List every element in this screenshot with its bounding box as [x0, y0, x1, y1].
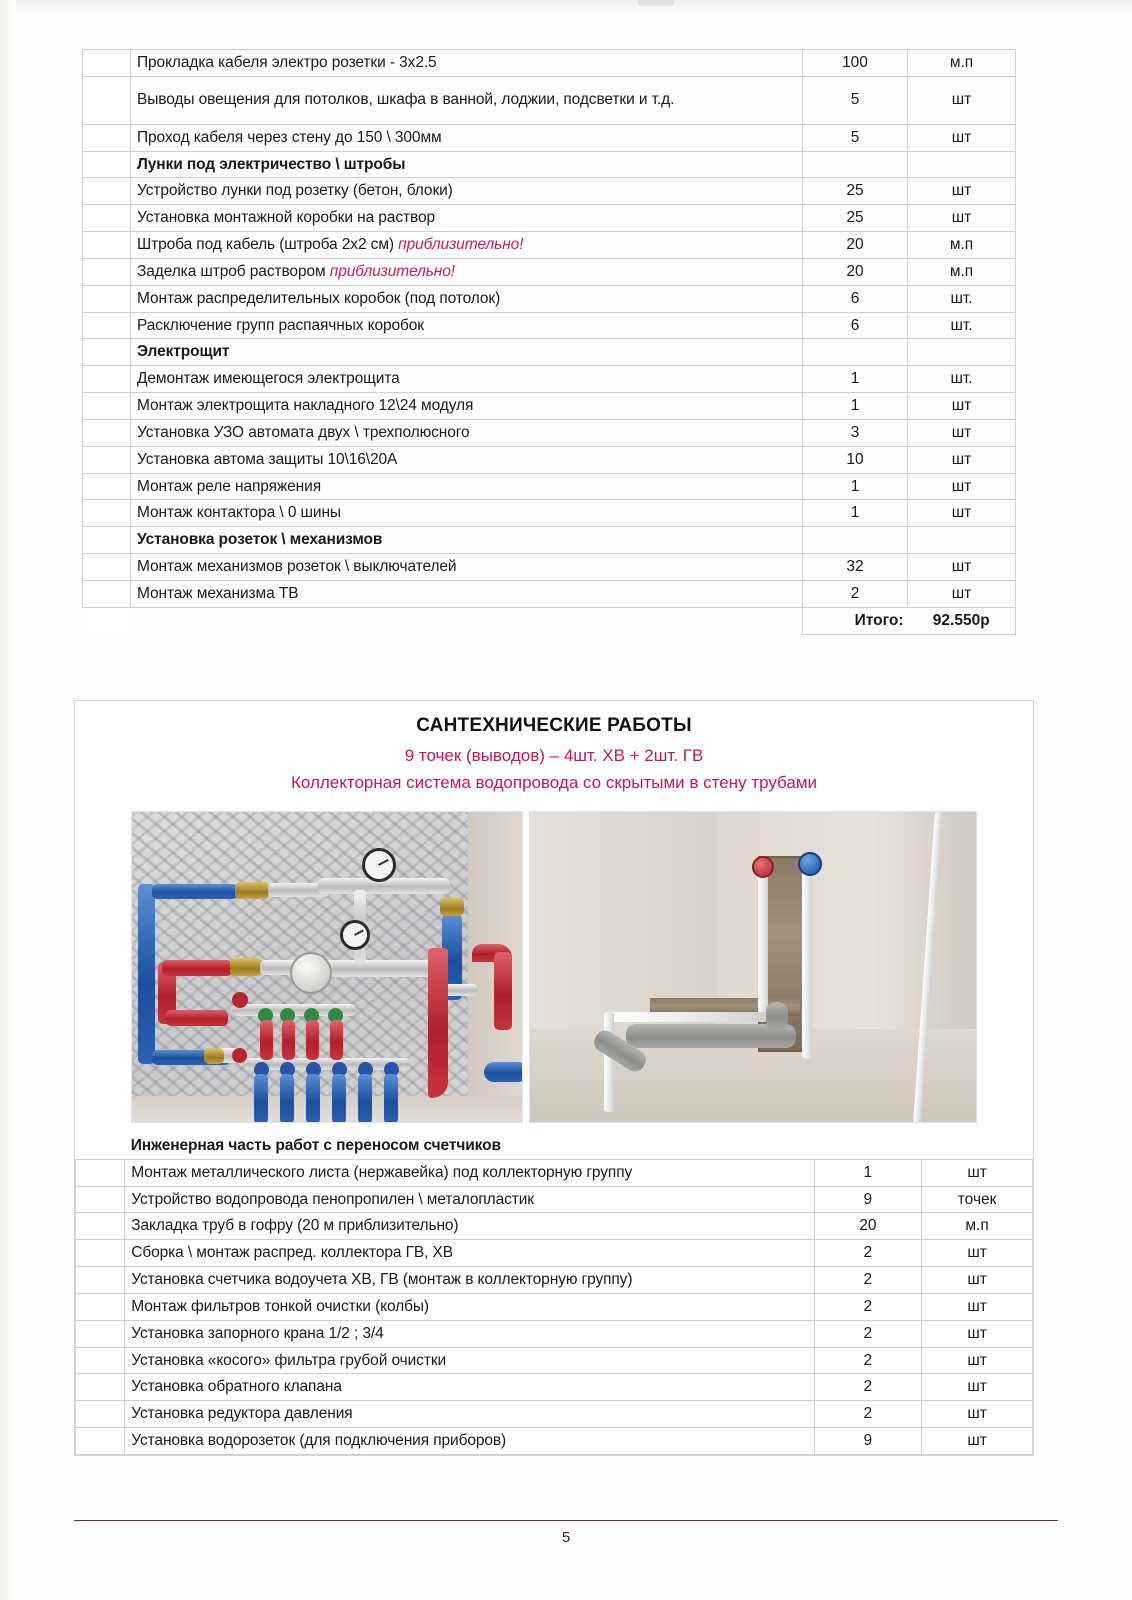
electrical-row-description: Установка монтажной коробки на раствор	[131, 205, 803, 232]
construction-debris	[640, 1060, 840, 1118]
electrical-row-unit: шт	[908, 580, 1016, 607]
blue-outlet-1	[254, 1074, 268, 1123]
table-row	[83, 580, 1016, 607]
red-outlet-2	[282, 1020, 295, 1060]
table-row	[83, 151, 1016, 178]
pressure-gauge-lower	[340, 920, 370, 950]
electrical-row-unit	[908, 339, 1016, 366]
electrical-row-gutter	[83, 580, 131, 607]
table-row	[83, 50, 1016, 77]
table-row	[76, 1320, 1033, 1347]
electrical-row-quantity: 1	[803, 366, 908, 393]
table-row	[83, 500, 1016, 527]
scan-artifact	[638, 0, 674, 6]
table-row	[83, 393, 1016, 420]
sanitary-row-unit: шт	[922, 1374, 1033, 1401]
sanitary-row-description: Установка водорозеток (для подключения приборов)	[125, 1428, 814, 1455]
electrical-row-unit: шт	[908, 473, 1016, 500]
electrical-row-quantity: 1	[803, 473, 908, 500]
table-row	[83, 312, 1016, 339]
blue-outlet-2	[280, 1074, 294, 1123]
sanitary-row-unit: шт	[922, 1320, 1033, 1347]
sanitary-row-unit: шт	[922, 1240, 1033, 1267]
electrical-row-description: Установка розеток \ механизмов	[131, 527, 803, 554]
electrical-row-gutter	[83, 419, 131, 446]
electrical-row-quantity	[803, 527, 908, 554]
table-row	[83, 554, 1016, 581]
electrical-row-gutter	[83, 312, 131, 339]
electrical-works-table	[82, 49, 1016, 635]
sanitary-row-description: Установка редуктора давления	[125, 1401, 814, 1428]
water-meter	[290, 952, 332, 994]
sanitary-row-unit: шт	[922, 1159, 1033, 1186]
red-handle-valve-2	[232, 1048, 247, 1063]
electrical-row-unit: шт	[908, 500, 1016, 527]
electrical-row-description: Прокладка кабеля электро розетки - 3х2.5	[131, 50, 803, 77]
electrical-row-quantity	[803, 339, 908, 366]
electrical-row-description: Монтаж контактора \ 0 шины	[131, 500, 803, 527]
sanitary-row-quantity: 2	[814, 1320, 922, 1347]
red-outlet-3	[306, 1020, 319, 1060]
electrical-row-description: Установка автома защиты 10\16\20А	[131, 446, 803, 473]
table-row	[83, 366, 1016, 393]
sanitary-row-description: Закладка труб в гофру (20 м приблизительно)	[125, 1213, 814, 1240]
scan-edge-top	[0, 0, 1132, 14]
electrical-row-quantity: 5	[803, 76, 908, 124]
electrical-row-quantity	[803, 151, 908, 178]
electrical-row-quantity: 10	[803, 446, 908, 473]
red-pipe-top	[162, 960, 232, 976]
sanitary-row-unit: шт	[922, 1401, 1033, 1428]
sanitary-row-quantity: 2	[814, 1267, 922, 1294]
electrical-row-unit: м.п	[908, 232, 1016, 259]
total-spacer-2: Итого:	[803, 607, 908, 634]
sanitary-row-gutter	[76, 1374, 125, 1401]
table-row	[76, 1267, 1033, 1294]
sanitary-subtitle-points: 9 точек (выводов) – 4шт. ХВ + 2шт. ГВ	[404, 746, 704, 765]
wall-roughin-photo	[529, 811, 977, 1123]
sanitary-row-quantity: 2	[814, 1347, 922, 1374]
electrical-row-unit: шт.	[908, 312, 1016, 339]
electrical-row-unit	[908, 527, 1016, 554]
sanitary-photo-row	[75, 803, 1033, 1123]
table-row	[83, 285, 1016, 312]
grey-drain-socket	[766, 1002, 788, 1030]
table-row	[76, 1401, 1033, 1428]
sanitary-row-description: Монтаж фильтров тонкой очистки (колбы)	[125, 1293, 814, 1320]
pressure-gauge-upper	[362, 848, 396, 882]
sanitary-row-gutter	[76, 1159, 125, 1186]
blue-outlet-4	[332, 1074, 346, 1123]
electrical-row-description: Монтаж механизмов розеток \ выключателей	[131, 554, 803, 581]
electrical-row-description: Установка УЗО автомата двух \ трехполюсного	[131, 419, 803, 446]
white-pipe-cold	[802, 864, 812, 1058]
wall-bottom-strip	[132, 1096, 522, 1122]
electrical-row-unit: шт.	[908, 285, 1016, 312]
approx-note: приблизительно!	[329, 262, 455, 280]
red-pipe-lower	[166, 1010, 228, 1026]
electrical-row-description: Монтаж распределительных коробок (под потолок)	[131, 285, 803, 312]
sanitary-row-unit: точек	[922, 1186, 1033, 1213]
electrical-row-quantity: 6	[803, 312, 908, 339]
brass-fitting-right	[440, 898, 464, 916]
approx-note: приблизительно!	[398, 236, 524, 254]
red-outlet-1	[260, 1020, 273, 1060]
electrical-row-gutter	[83, 366, 131, 393]
electrical-row-quantity: 2	[803, 580, 908, 607]
total-gutter	[83, 607, 131, 634]
sanitary-works-card	[74, 700, 1034, 1456]
sanitary-row-gutter	[76, 1293, 125, 1320]
sanitary-row-unit	[922, 1133, 1033, 1159]
total-amount: 92.550р	[908, 607, 1016, 634]
electrical-row-gutter	[83, 393, 131, 420]
electrical-row-quantity: 1	[803, 393, 908, 420]
table-row	[76, 1293, 1033, 1320]
electrical-row-description: Электрощит	[131, 339, 803, 366]
electrical-row-unit: шт	[908, 205, 1016, 232]
electrical-works-table-block	[82, 49, 1015, 635]
sanitary-row-gutter	[76, 1320, 125, 1347]
page-footer	[74, 1520, 1058, 1546]
table-row	[83, 258, 1016, 285]
electrical-row-gutter	[83, 500, 131, 527]
sanitary-table-wrap	[75, 1123, 1033, 1455]
blue-outlet-3	[306, 1074, 320, 1123]
electrical-row-gutter	[83, 258, 131, 285]
sanitary-row-quantity: 2	[814, 1293, 922, 1320]
sanitary-row-quantity: 20	[814, 1213, 922, 1240]
sanitary-row-unit: шт	[922, 1428, 1033, 1455]
electrical-row-gutter	[83, 339, 131, 366]
electrical-row-description: Выводы овещения для потолков, шкафа в ванной, лоджии, подсветки и т.д.	[131, 76, 803, 124]
electrical-row-description: Устройство лунки под розетку (бетон, блоки)	[131, 178, 803, 205]
electrical-row-unit: шт	[908, 124, 1016, 151]
sanitary-row-quantity: 2	[814, 1374, 922, 1401]
total-spacer	[131, 607, 803, 634]
sanitary-row-quantity: 2	[814, 1240, 922, 1267]
electrical-row-gutter	[83, 473, 131, 500]
sanitary-row-description: Устройство водопровода пенопропилен \ металопластик	[125, 1186, 814, 1213]
table-row	[76, 1374, 1033, 1401]
table-row	[76, 1159, 1033, 1186]
table-row	[83, 205, 1016, 232]
sanitary-row-unit: шт	[922, 1347, 1033, 1374]
electrical-row-unit: шт	[908, 419, 1016, 446]
electrical-row-gutter	[83, 151, 131, 178]
manifold-photo	[131, 811, 523, 1123]
electrical-row-description: Монтаж механизма ТВ	[131, 580, 803, 607]
electrical-row-quantity: 32	[803, 554, 908, 581]
electrical-row-unit: шт	[908, 76, 1016, 124]
sanitary-row-unit: шт	[922, 1267, 1033, 1294]
brass-fitting-red	[230, 958, 262, 976]
electrical-row-description: Расключение групп распаячных коробок	[131, 312, 803, 339]
sanitary-row-gutter	[76, 1133, 125, 1159]
table-row	[83, 232, 1016, 259]
electrical-row-description: Монтаж реле напряжения	[131, 473, 803, 500]
white-pipe-drop-left	[604, 1012, 614, 1112]
electrical-row-quantity: 20	[803, 258, 908, 285]
table-row	[76, 1133, 1033, 1159]
electrical-row-unit: м.п	[908, 258, 1016, 285]
electrical-row-gutter	[83, 76, 131, 124]
electrical-row-gutter	[83, 232, 131, 259]
white-pipe-hot	[758, 870, 768, 1016]
sanitary-row-quantity: 9	[814, 1428, 922, 1455]
electrical-row-unit: шт	[908, 554, 1016, 581]
blue-pipe-top-left	[152, 884, 238, 899]
table-row	[76, 1240, 1033, 1267]
electrical-row-description: Лунки под электричество \ штробы	[131, 151, 803, 178]
electrical-row-gutter	[83, 527, 131, 554]
electrical-row-unit: шт.	[908, 366, 1016, 393]
red-handle-valve	[232, 992, 248, 1008]
sanitary-row-gutter	[76, 1186, 125, 1213]
electrical-row-description: Заделка штроб раствором приблизительно!	[131, 258, 803, 285]
electrical-row-description: Проход кабеля через стену до 150 \ 300мм	[131, 124, 803, 151]
sanitary-row-quantity: 9	[814, 1186, 922, 1213]
blue-outlet-6	[384, 1074, 398, 1123]
sanitary-row-unit: м.п	[922, 1213, 1033, 1240]
sanitary-row-description: Монтаж металлического листа (нержавейка) под коллекторную группу	[125, 1159, 814, 1186]
red-pipe-right-vertical	[494, 952, 512, 1030]
electrical-row-description: Демонтаж имеющегося электрощита	[131, 366, 803, 393]
sanitary-row-unit: шт	[922, 1293, 1033, 1320]
sanitary-row-gutter	[76, 1267, 125, 1294]
blue-bend-bottom-right	[484, 1062, 523, 1082]
sanitary-row-description: Установка счетчика водоучета ХВ, ГВ (монтаж в коллекторную группу)	[125, 1267, 814, 1294]
sanitary-title: САНТЕХНИЧЕСКИЕ РАБОТЫ	[416, 715, 692, 736]
electrical-row-quantity: 5	[803, 124, 908, 151]
electrical-row-gutter	[83, 285, 131, 312]
electrical-row-unit	[908, 151, 1016, 178]
electrical-row-gutter	[83, 124, 131, 151]
sanitary-subtitle-system: Коллекторная система водопровода со скрытыми в стену трубами	[290, 773, 818, 792]
sanitary-row-description: Инженерная часть работ с переносом счетчиков	[125, 1133, 814, 1159]
electrical-row-gutter	[83, 554, 131, 581]
red-riser-right	[428, 948, 448, 1098]
electrical-row-quantity: 25	[803, 205, 908, 232]
blue-pipe-vertical-left	[138, 884, 155, 1064]
electrical-row-quantity: 100	[803, 50, 908, 77]
electrical-row-unit: шт	[908, 446, 1016, 473]
sanitary-header	[75, 701, 1033, 803]
page-number: 5	[561, 1529, 571, 1546]
electrical-row-quantity: 25	[803, 178, 908, 205]
red-outlet-4	[330, 1020, 343, 1060]
electrical-row-unit: шт	[908, 178, 1016, 205]
sanitary-row-description: Сборка \ монтаж распред. коллектора ГВ, ХВ	[125, 1240, 814, 1267]
sanitary-row-description: Установка обратного клапана	[125, 1374, 814, 1401]
sanitary-row-quantity: 1	[814, 1159, 922, 1186]
blue-outlet-5	[358, 1074, 372, 1123]
electrical-row-gutter	[83, 178, 131, 205]
table-row	[83, 178, 1016, 205]
table-row	[76, 1347, 1033, 1374]
sanitary-works-table	[75, 1133, 1033, 1455]
table-row	[83, 124, 1016, 151]
scan-edge-left	[0, 0, 16, 1600]
total-row	[83, 607, 1016, 634]
sanitary-row-description: Установка запорного крана 1/2 ; 3/4	[125, 1320, 814, 1347]
electrical-row-quantity: 1	[803, 500, 908, 527]
table-row	[83, 419, 1016, 446]
electrical-row-description: Штроба под кабель (штроба 2х2 см) приблизительно!	[131, 232, 803, 259]
sanitary-row-gutter	[76, 1213, 125, 1240]
electrical-row-gutter	[83, 50, 131, 77]
sanitary-row-quantity	[814, 1133, 922, 1159]
sanitary-row-quantity: 2	[814, 1401, 922, 1428]
table-row	[76, 1186, 1033, 1213]
electrical-row-quantity: 3	[803, 419, 908, 446]
electrical-row-quantity: 6	[803, 285, 908, 312]
table-row	[83, 473, 1016, 500]
table-row	[76, 1428, 1033, 1455]
table-row	[83, 339, 1016, 366]
electrical-row-gutter	[83, 205, 131, 232]
sanitary-row-gutter	[76, 1401, 125, 1428]
white-pipe-horizontal	[608, 1012, 768, 1022]
brass-fitting-top	[235, 882, 269, 899]
table-row	[83, 527, 1016, 554]
electrical-row-quantity: 20	[803, 232, 908, 259]
sanitary-row-gutter	[76, 1428, 125, 1455]
table-row	[83, 76, 1016, 124]
electrical-row-gutter	[83, 446, 131, 473]
table-row	[76, 1213, 1033, 1240]
electrical-row-unit: м.п	[908, 50, 1016, 77]
sanitary-row-gutter	[76, 1347, 125, 1374]
electrical-row-unit: шт	[908, 393, 1016, 420]
table-row	[83, 446, 1016, 473]
electrical-row-description: Монтаж электрощита накладного 12\24 модуля	[131, 393, 803, 420]
sanitary-row-gutter	[76, 1240, 125, 1267]
brass-fitting-bottom	[204, 1048, 224, 1064]
sanitary-row-description: Установка «косого» фильтра грубой очистки	[125, 1347, 814, 1374]
